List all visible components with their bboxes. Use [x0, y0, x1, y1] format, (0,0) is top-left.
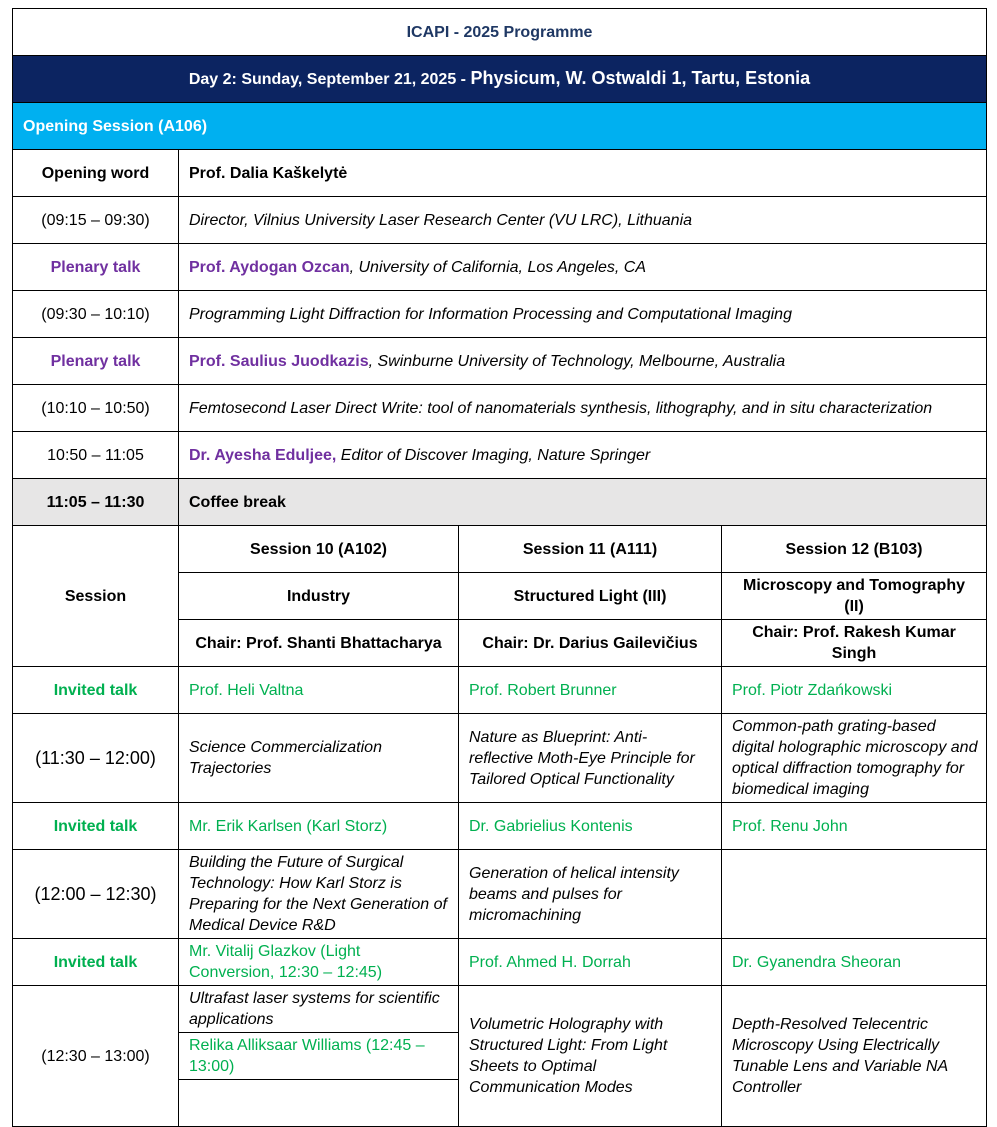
session-topic: Structured Light (III) — [459, 573, 722, 620]
speaker-name: Prof. Aydogan Ozcan — [189, 258, 350, 276]
session-name: Session 10 (A102) — [179, 526, 459, 573]
speaker-name: Prof. Heli Valtna — [179, 667, 459, 714]
day-header — [13, 56, 987, 103]
row-label: Invited talk — [13, 667, 179, 714]
opening-time-row — [13, 197, 987, 244]
talk-title: Common-path grating-based digital holographic microscopy and optical diffraction tomography for biomedical imaging — [722, 714, 987, 803]
plenary-time-row — [13, 291, 987, 338]
speaker-name: Dr. Ayesha Eduljee, — [189, 446, 337, 464]
coffee-break-row — [13, 479, 987, 526]
plenary-row — [13, 244, 987, 291]
speaker-name: Relika Alliksaar Williams (12:45 – 13:00) — [179, 1033, 458, 1080]
speaker-affiliation: Director, Vilnius University Laser Research Center (VU LRC), Lithuania — [179, 197, 987, 244]
session-name: Session 11 (A111) — [459, 526, 722, 573]
speaker-name: Prof. Dalia Kaškelytė — [179, 150, 987, 197]
talk-title: Femtosecond Laser Direct Write: tool of nanomaterials synthesis, lithography, and in situ characterization — [179, 385, 987, 432]
session-name: Session 12 (B103) — [722, 526, 987, 573]
row-label: Invited talk — [13, 939, 179, 986]
invited-row — [13, 803, 987, 850]
session-topic: Industry — [179, 573, 459, 620]
speaker-affiliation: , Swinburne University of Technology, Melbourne, Australia — [368, 352, 786, 370]
speaker-name: Prof. Saulius Juodkazis — [189, 352, 369, 370]
speaker-name: Mr. Vitalij Glazkov (Light Conversion, 12:30 – 12:45) — [179, 939, 459, 986]
plenary-row — [13, 338, 987, 385]
coffee-time: 11:05 – 11:30 — [13, 479, 179, 526]
talk-title — [722, 850, 987, 939]
row-time: (09:15 – 09:30) — [13, 197, 179, 244]
session-chair: Chair: Prof. Shanti Bhattacharya — [179, 620, 459, 667]
speaker-cell — [179, 338, 987, 385]
talk-title: Programming Light Diffraction for Information Processing and Computational Imaging — [179, 291, 987, 338]
programme-table — [12, 8, 987, 1127]
speaker-cell — [179, 432, 987, 479]
editor-row — [13, 432, 987, 479]
opening-session-header: Opening Session (A106) — [13, 103, 987, 150]
session-chair: Chair: Dr. Darius Gailevičius — [459, 620, 722, 667]
speaker-name: Prof. Ahmed H. Dorrah — [459, 939, 722, 986]
row-time: (11:30 – 12:00) — [13, 714, 179, 803]
coffee-label: Coffee break — [179, 479, 987, 526]
invited-row — [13, 939, 987, 986]
speaker-name: Prof. Renu John — [722, 803, 987, 850]
row-time: 10:50 – 11:05 — [13, 432, 179, 479]
talk-title: Depth-Resolved Telecentric Microscopy Using Electrically Tunable Lens and Variable NA Controller — [722, 986, 987, 1127]
speaker-name: Prof. Piotr Zdańkowski — [722, 667, 987, 714]
speaker-affiliation: Editor of Discover Imaging, Nature Springer — [336, 446, 651, 464]
row-time: (09:30 – 10:10) — [13, 291, 179, 338]
talk-title-row — [13, 850, 987, 939]
talk-title: Volumetric Holography with Structured Light: From Light Sheets to Optimal Communication Modes — [459, 986, 722, 1127]
talk-title: Generation of helical intensity beams and pulses for micromachining — [459, 850, 722, 939]
talk-title-row — [13, 986, 987, 1127]
row-label: Plenary talk — [13, 244, 179, 291]
talk-title: Science Commercialization Trajectories — [179, 714, 459, 803]
speaker-name: Mr. Erik Karlsen (Karl Storz) — [179, 803, 459, 850]
session-label: Session — [13, 526, 179, 667]
speaker-name: Dr. Gyanendra Sheoran — [722, 939, 987, 986]
speaker-name: Dr. Gabrielius Kontenis — [459, 803, 722, 850]
programme-title: ICAPI - 2025 Programme — [13, 9, 987, 56]
talk-title: Ultrafast laser systems for scientific applications — [179, 986, 458, 1033]
plenary-time-row — [13, 385, 987, 432]
speaker-cell — [179, 244, 987, 291]
day-date: Day 2: Sunday, September 21, 2025 - — [188, 71, 471, 88]
invited-row — [13, 667, 987, 714]
row-label: Opening word — [13, 150, 179, 197]
row-label: Invited talk — [13, 803, 179, 850]
speaker-affiliation: , University of California, Los Angeles, CA — [349, 258, 647, 276]
row-time: (12:00 – 12:30) — [13, 850, 179, 939]
day-venue: Physicum, W. Ostwaldi 1, Tartu, Estonia — [470, 68, 811, 88]
row-time: (10:10 – 10:50) — [13, 385, 179, 432]
talk-title: Building the Future of Surgical Technology: How Karl Storz is Preparing for the Next Generation of Medical Device R&D — [179, 850, 459, 939]
talk-title: Nature as Blueprint: Anti-reflective Moth-Eye Principle for Tailored Optical Functionality — [459, 714, 722, 803]
opening-word-row — [13, 150, 987, 197]
row-time: (12:30 – 13:00) — [13, 986, 179, 1127]
talk-title-row — [13, 714, 987, 803]
speaker-name: Prof. Robert Brunner — [459, 667, 722, 714]
session-topic: Microscopy and Tomography (II) — [722, 573, 987, 620]
empty-cell — [179, 1080, 458, 1126]
row-label: Plenary talk — [13, 338, 179, 385]
split-cell — [179, 986, 459, 1127]
session-name-row — [13, 526, 987, 573]
session-chair: Chair: Prof. Rakesh Kumar Singh — [722, 620, 987, 667]
